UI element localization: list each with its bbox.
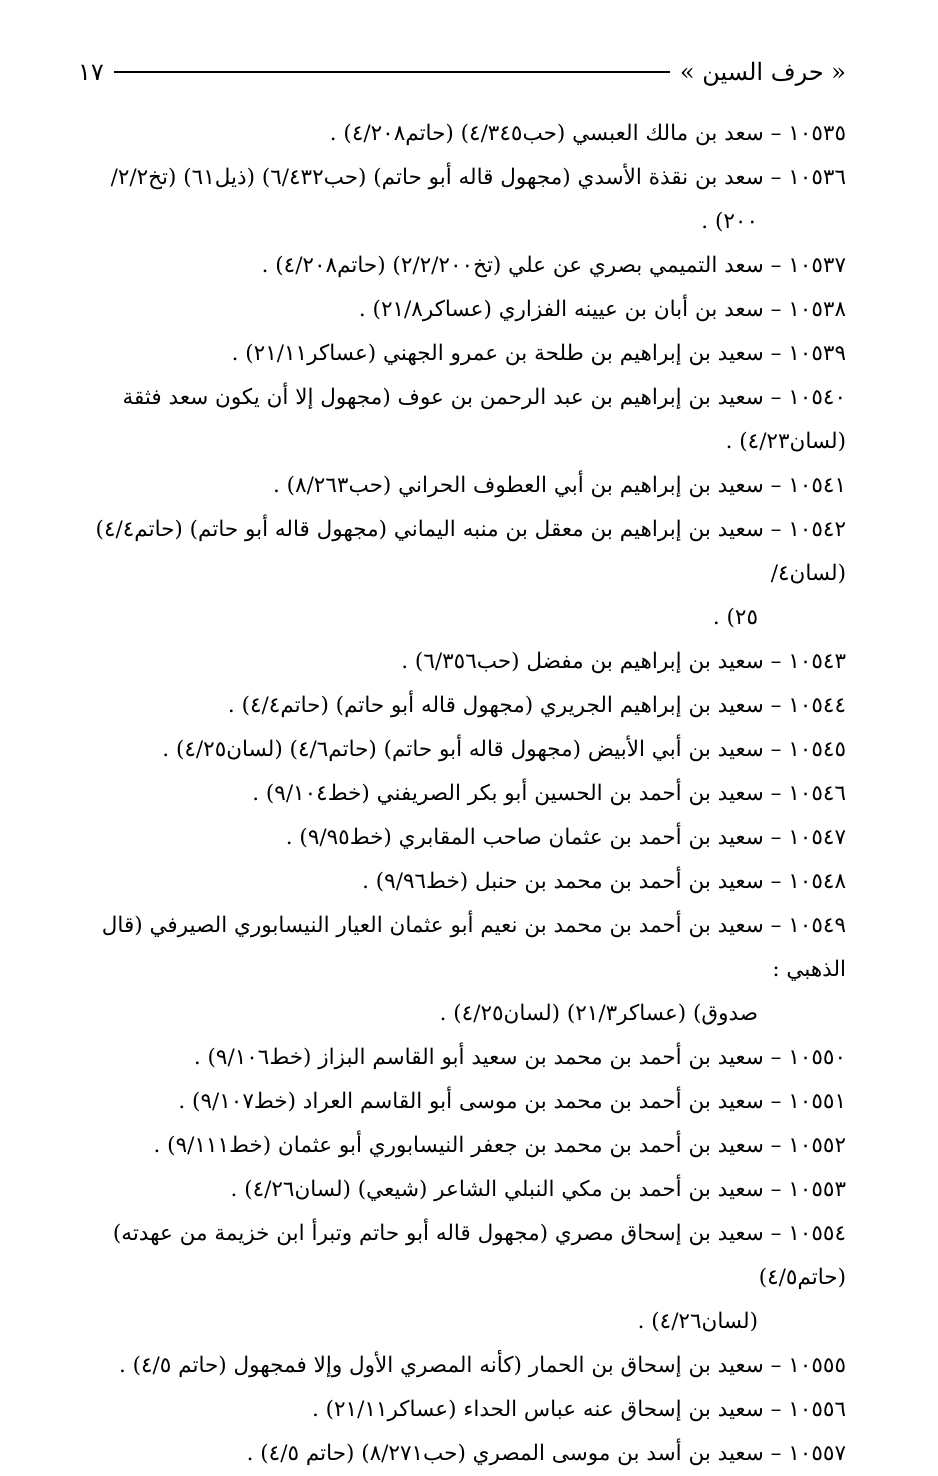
entry-number: ١٠٥٣٧	[788, 253, 846, 278]
entry-dash: –	[763, 693, 789, 718]
entry-number: ١٠٥٣٦	[788, 165, 846, 190]
entry-text: سعيد بن إسحاق بن الحمار (كأنه المصري الأول وإلا فمجهول (حاتم ٤/٥) .	[118, 1353, 764, 1378]
entry-17	[78, 1124, 846, 1168]
entry-dash: –	[763, 517, 789, 542]
entry-0	[78, 112, 846, 156]
entry-number: ١٠٥٥٣	[788, 1177, 846, 1202]
entry-number: ١٠٥٥٦	[788, 1397, 846, 1422]
entry-4	[78, 332, 846, 376]
entry-text: سعد بن مالك العبسي (حب٤/٣٤٥) (حاتم٤/٢٠٨) .	[329, 121, 764, 146]
entry-text: سعيد بن إبراهيم الجريري (مجهول قاله أبو حاتم) (حاتم٤/٤) .	[227, 693, 764, 718]
entry-dash: –	[763, 1441, 789, 1466]
entry-number: ١٠٥٤٧	[788, 825, 846, 850]
entry-dash: –	[763, 869, 789, 894]
entry-dash: –	[763, 341, 789, 366]
entry-number: ١٠٥٥٧	[788, 1441, 846, 1466]
entry-number: ١٠٥٥٠	[788, 1045, 846, 1070]
entry-dash: –	[763, 1177, 789, 1202]
entry-continuation: ٢٥) .	[712, 605, 758, 630]
page-header	[78, 52, 846, 92]
entry-number: ١٠٥٣٨	[788, 297, 846, 322]
entry-text: سعيد بن إسحاق عنه عباس الحداء (عساكر٢١/١١) .	[311, 1397, 764, 1422]
entry-dash: –	[763, 473, 789, 498]
entry-dash: –	[763, 1045, 789, 1070]
entry-text: سعيد بن أحمد بن محمد بن نعيم أبو عثمان العيار النيسابوري الصيرفي (قال الذهبي :	[101, 913, 846, 982]
entry-text: سعيد بن أحمد بن عثمان صاحب المقابري (خط٩/٩٥) .	[285, 825, 764, 850]
entry-number: ١٠٥٤٤	[788, 693, 846, 718]
entry-21	[78, 1388, 846, 1432]
entry-dash: –	[763, 165, 789, 190]
entry-text: سعيد بن أحمد بن محمد بن حنبل (خط٩/٩٦) .	[362, 869, 764, 894]
entry-10	[78, 728, 846, 772]
entry-dash: –	[763, 1221, 789, 1246]
entry-text: سعد بن نقذة الأسدي (مجهول قاله أبو حاتم) (حب٦/٤٣٢) (ذيل٦١) (تخ٢/٢/	[110, 165, 764, 190]
entry-dash: –	[763, 649, 789, 674]
entry-dash: –	[763, 781, 789, 806]
entry-number: ١٠٥٥٥	[788, 1353, 846, 1378]
entry-dash: –	[763, 825, 789, 850]
entry-dash: –	[763, 385, 789, 410]
entry-text: سعيد بن أحمد بن محمد بن جعفر النيسابوري أبو عثمان (خط٩/١١١) .	[153, 1133, 764, 1158]
entry-2	[78, 244, 846, 288]
entry-dash: –	[763, 297, 789, 322]
entry-number: ١٠٥٥١	[788, 1089, 846, 1114]
entry-number: ١٠٥٣٥	[788, 121, 846, 146]
entry-continuation: ٢٠٠) .	[701, 209, 758, 234]
entry-number: ١٠٥٤٩	[788, 913, 846, 938]
entry-dash: –	[763, 253, 789, 278]
entry-number: ١٠٥٥٤	[788, 1221, 846, 1246]
entry-8	[78, 640, 846, 684]
entry-dash: –	[763, 1133, 789, 1158]
entry-16	[78, 1080, 846, 1124]
entry-text: سعد التميمي بصري عن علي (تخ٢/٢/٢٠٠) (حاتم٤/٢٠٨) .	[261, 253, 764, 278]
entry-number: ١٠٥٥٢	[788, 1133, 846, 1158]
entry-text: سعيد بن أحمد بن محمد بن سعيد أبو القاسم البزاز (خط٩/١٠٦) .	[193, 1045, 764, 1070]
entry-text: سعيد بن أحمد بن محمد بن موسى أبو القاسم العراد (خط٩/١٠٧) .	[178, 1089, 764, 1114]
entry-3	[78, 288, 846, 332]
entry-11	[78, 772, 846, 816]
section-title: « حرف السين »	[679, 58, 846, 86]
entry-text: سعيد بن إبراهيم بن مفضل (حب٦/٣٥٦) .	[401, 649, 764, 674]
entry-dash: –	[763, 1397, 789, 1422]
entry-continuation: صدوق) (عساكر٢١/٣) (لسان٤/٢٥) .	[439, 1001, 758, 1026]
entry-20	[78, 1344, 846, 1388]
entry-18	[78, 1168, 846, 1212]
page-number: ١٧	[78, 58, 104, 86]
entry-number: ١٠٥٤٠	[788, 385, 846, 410]
entry-number: ١٠٥٤٨	[788, 869, 846, 894]
entry-dash: –	[763, 1089, 789, 1114]
entry-dash: –	[763, 1353, 789, 1378]
entry-text: سعد بن أبان بن عيينه الفزاري (عساكر٢١/٨) .	[358, 297, 764, 322]
entry-number: ١٠٥٤٣	[788, 649, 846, 674]
entry-text: سعيد بن إسحاق مصري (مجهول قاله أبو حاتم وتبرأ ابن خزيمة من عهدته) (حاتم٤/٥)	[112, 1221, 846, 1290]
entry-text: سعيد بن أحمد بن الحسين أبو بكر الصريفني (خط٩/١٠٤) .	[252, 781, 764, 806]
entry-1	[78, 156, 846, 200]
entry-number: ١٠٥٤٢	[788, 517, 846, 542]
entry-dash: –	[763, 737, 789, 762]
entry-text: سعيد بن إبراهيم بن طلحة بن عمرو الجهني (عساكر٢١/١١) .	[231, 341, 764, 366]
entry-12	[78, 816, 846, 860]
entry-14	[78, 904, 846, 992]
entry-number: ١٠٥٤١	[788, 473, 846, 498]
entry-dash: –	[763, 121, 789, 146]
entry-22	[78, 1432, 846, 1476]
entry-text: سعيد بن إبراهيم بن عبد الرحمن بن عوف (مجهول إلا أن يكون سعد فثقة (لسان٤/٢٣) .	[122, 385, 846, 454]
entry-7	[78, 508, 846, 596]
entry-5	[78, 376, 846, 464]
entry-19	[78, 1212, 846, 1300]
entry-continuation: (لسان٤/٢٦) .	[637, 1309, 758, 1334]
entry-15	[78, 1036, 846, 1080]
entry-9	[78, 684, 846, 728]
entry-text: سعيد بن أسد بن موسى المصري (حب٨/٢٧١) (حاتم ٤/٥) .	[246, 1441, 764, 1466]
entry-6	[78, 464, 846, 508]
header-rule	[114, 71, 670, 73]
entry-text: سعيد بن أبي الأبيض (مجهول قاله أبو حاتم) (حاتم٤/٦) (لسان٤/٢٥) .	[162, 737, 764, 762]
entry-text: سعيد بن إبراهيم بن معقل بن منبه اليماني (مجهول قاله أبو حاتم) (حاتم٤/٤) (لسان٤/	[95, 517, 846, 586]
entry-number: ١٠٥٣٩	[788, 341, 846, 366]
entry-text: سعيد بن أحمد بن مكي النبلي الشاعر (شيعي) (لسان٤/٢٦) .	[230, 1177, 764, 1202]
entry-dash: –	[763, 913, 789, 938]
entry-13	[78, 860, 846, 904]
entry-number: ١٠٥٤٦	[788, 781, 846, 806]
entry-text: سعيد بن إبراهيم بن أبي العطوف الحراني (حب٨/٢٦٣) .	[272, 473, 764, 498]
entry-number: ١٠٥٤٥	[788, 737, 846, 762]
entry-list	[78, 112, 846, 1476]
